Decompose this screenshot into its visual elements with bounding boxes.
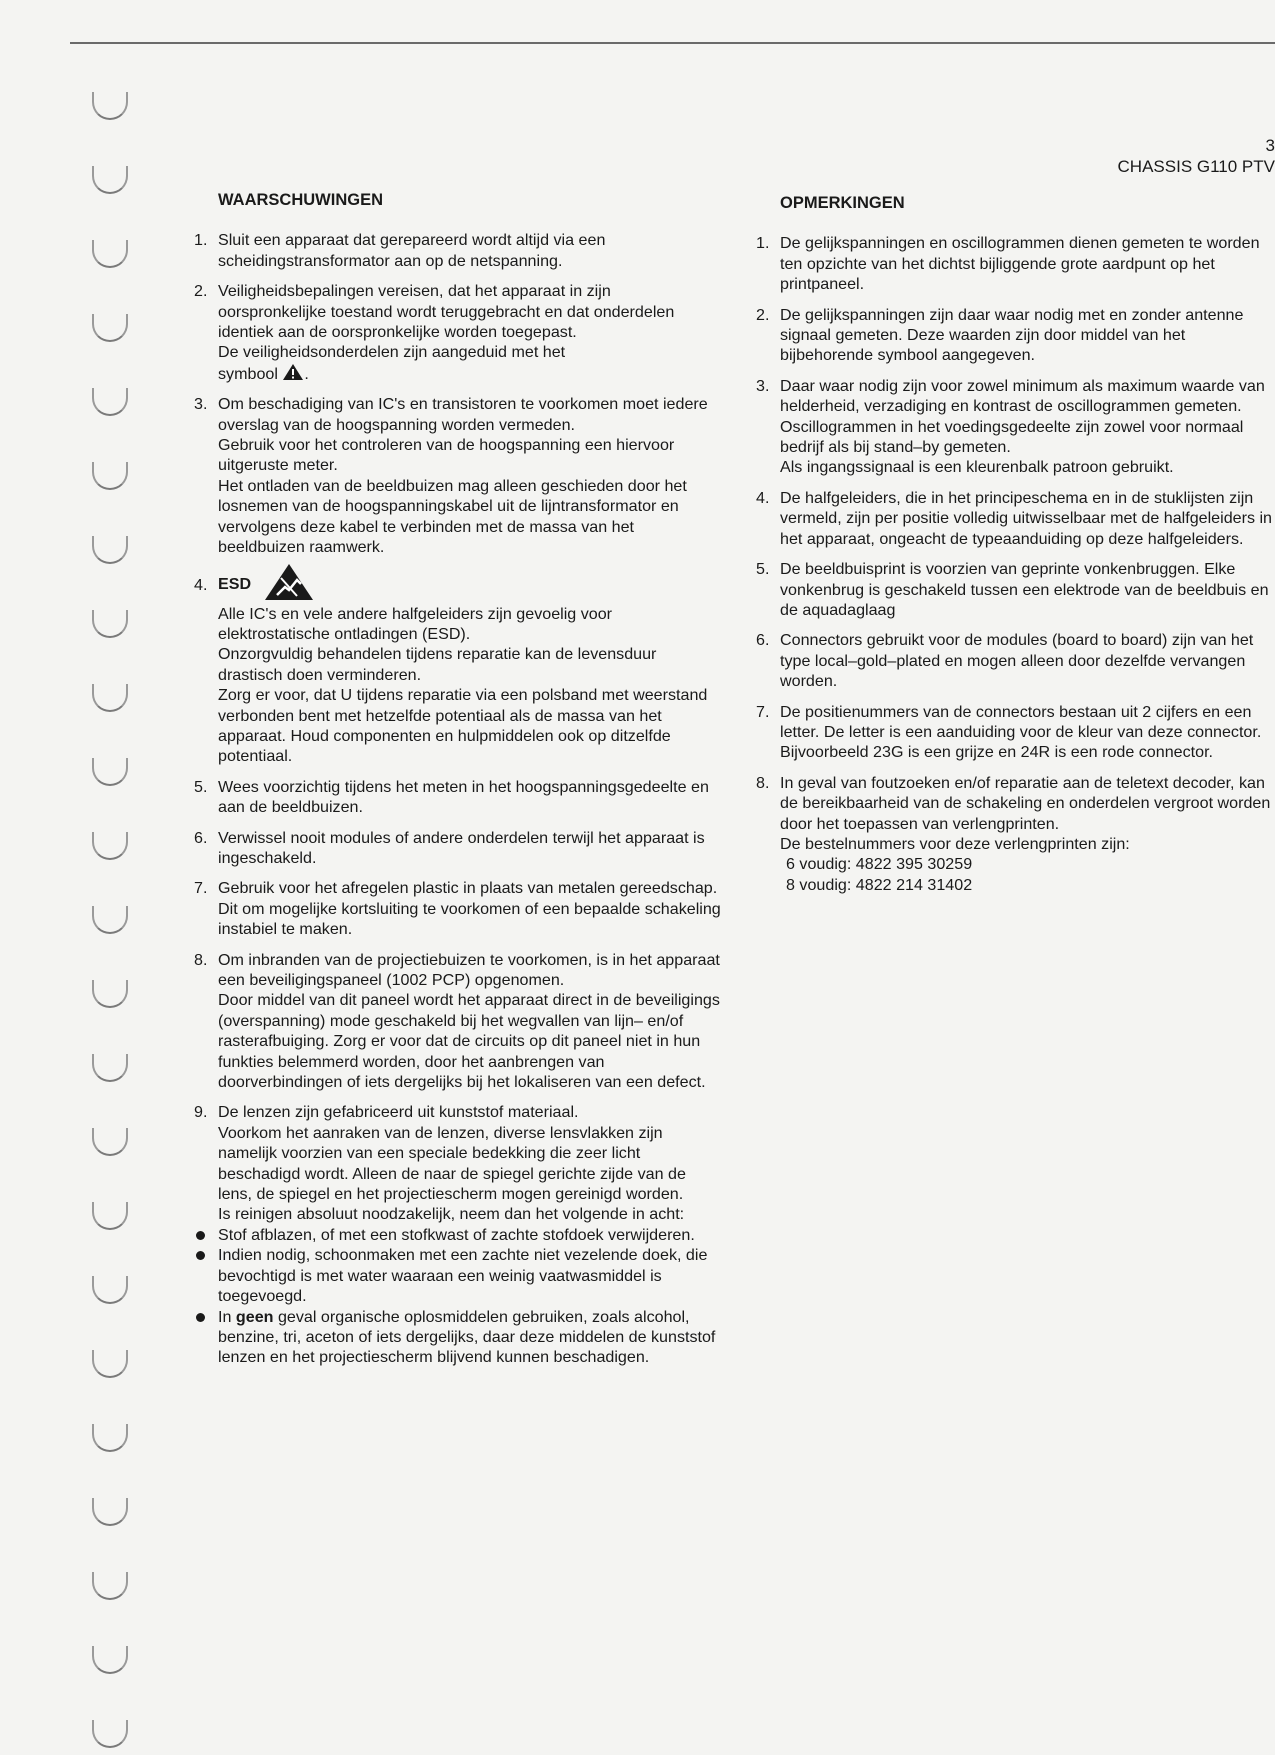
binder-hole [92, 462, 128, 490]
warning-triangle-icon [282, 363, 304, 381]
binder-hole [92, 980, 128, 1008]
warning-item [194, 394, 723, 557]
bullet-text [218, 1307, 723, 1368]
remark-item [756, 233, 1275, 294]
remarks-heading: OPMERKINGEN [780, 194, 905, 212]
item-text: Alle IC's en vele andere halfgeleiders zijn gevoelig voor elektrostatische ontladingen (ESD). [218, 604, 613, 643]
bullet-text: Indien nodig, schoonmaken met een zachte niet vezelende doek, die bevochtigd is met water waaraan een weinig vaatwasmiddel is toegevoegd. [218, 1246, 708, 1306]
chassis-label: CHASSIS G110 PTV [1117, 157, 1275, 176]
item-text: De bestelnummers voor deze verlengprinten zijn: [780, 834, 1130, 853]
warning-item [194, 281, 723, 384]
bullet-item [218, 1307, 723, 1368]
warnings-heading: WAARSCHUWINGEN [218, 191, 383, 209]
warning-item [194, 777, 723, 818]
item-text: Onzorgvuldig behandelen tijdens reparatie kan de levensduur drastisch doen verminderen. [218, 645, 657, 684]
binder-hole [92, 1128, 128, 1156]
item-text: De positienummers van de connectors bestaan uit 2 cijfers en een letter. De letter is een aanduiding voor de kleur van deze connector. Bijvoorbeeld 23G is een grijze en 24R is een rode connector. [780, 702, 1262, 762]
item-number: 4. [756, 488, 770, 507]
item-text: De veiligheidsonderdelen zijn aangeduid met het [218, 343, 566, 362]
bullet-dot [196, 1231, 205, 1240]
item-number: 8. [194, 950, 208, 969]
warnings-column [194, 190, 723, 1368]
item-text: Verwissel nooit modules of andere onderdelen terwijl het apparaat is ingeschakeld. [218, 828, 705, 867]
remark-item [756, 773, 1275, 895]
item-text: Gebruik voor het controleren van de hoogspanning een hiervoor uitgeruste meter. [218, 436, 675, 475]
item-number: 3. [756, 376, 770, 395]
item-number: 6. [194, 828, 208, 847]
item-text: Wees voorzichtig tijdens het meten in het hoogspanningsgedeelte en aan de beeldbuizen. [218, 777, 709, 817]
bullet-item [218, 1245, 723, 1306]
binder-hole [92, 388, 128, 416]
order-number: 8 voudig: 4822 214 31402 [786, 875, 973, 894]
page-number: 3 [1265, 136, 1275, 155]
binder-hole [92, 1720, 128, 1748]
item-text: De lenzen zijn gefabriceerd uit kunststof materiaal. [218, 1103, 579, 1122]
esd-label-line [218, 568, 723, 602]
item-number: 7. [194, 879, 208, 898]
item-text: Gebruik voor het afregelen plastic in plaats van metalen gereedschap. Dit om mogelijke kortsluiting te voorkomen of een bepaalde schakeling instabiel te maken. [218, 879, 721, 939]
item-text: Het ontladen van de beeldbuizen mag alleen geschieden door het losnemen van de hoogspanningskabel uit de lijntransformator en vervolgens deze kabel te verbinden met de massa van het beeldbuizen raamwerk. [218, 476, 687, 557]
binder-hole [92, 314, 128, 342]
punctuation: . [304, 364, 309, 383]
remark-item [756, 630, 1275, 691]
bullet-text-emphasis: geen [235, 1307, 274, 1326]
item-text: Zorg er voor, dat U tijdens reparatie via een polsband met weerstand verbonden bent met hetzelfde potentiaal als de massa van het apparaat. Houd componenten en hulpmiddelen ook op ditzelfde potentiaal. [218, 686, 708, 766]
binder-hole [92, 1054, 128, 1082]
warning-item [194, 828, 723, 869]
item-number: 4. [194, 575, 208, 594]
binder-hole [92, 832, 128, 860]
item-text: De halfgeleiders, die in het principeschema en in de stuklijsten zijn vermeld, zijn per positie volledig uitwisselbaar met de halfgeleiders in het apparaat, ongeacht de typeaanduiding op deze halfgeleiders. [780, 488, 1272, 548]
binder-hole [92, 610, 128, 638]
bullet-item [218, 1225, 723, 1245]
binder-hole [92, 758, 128, 786]
binder-hole [92, 1424, 128, 1452]
item-text: De gelijkspanningen zijn daar waar nodig met en zonder antenne signaal gemeten. Deze waarden zijn door middel van het bijbehorende symbool aangegeven. [780, 305, 1244, 365]
item-number: 1. [194, 231, 208, 250]
bullet-text-part: In [218, 1307, 232, 1326]
item-text: Door middel van dit paneel wordt het apparaat direct in de beveiligings (overspanning) mode geschakeld bij het wegvallen van lijn– en/of rasterafbuiging. Zorg er voor dat de circuits op dit paneel niet in hun funkties belemmerd worden, door het aanbrengen van doorverbindingen of iets dergelijks bij het lokaliseren van een defect. [218, 991, 720, 1092]
binder-hole [92, 536, 128, 564]
binder-hole [92, 1498, 128, 1526]
item-text: Veiligheidsbepalingen vereisen, dat het apparaat in zijn oorspronkelijke toestand wordt teruggebracht en dat onderdelen identiek aan de oorspronkelijke worden toegepast. [218, 282, 675, 342]
item-text: Om beschadiging van IC's en transistoren te voorkomen moet iedere overslag van de hoogspanning worden vermeden. [218, 395, 708, 434]
binder-hole [92, 240, 128, 268]
binder-hole [92, 1572, 128, 1600]
item-text: Voorkom het aanraken van de lenzen, diverse lensvlakken zijn namelijk voorzien van een speciale bedekking die zeer licht beschadigd wordt. Alleen de naar de spiegel gerichte zijde van de lens, de spiegel en het projectiescherm mogen gereinigd worden. [218, 1123, 686, 1204]
item-number: 5. [194, 777, 208, 796]
binder-hole [92, 1350, 128, 1378]
esd-warning-icon [263, 562, 315, 602]
item-text: Is reinigen absoluut noodzakelijk, neem dan het volgende in acht: [218, 1205, 685, 1224]
item-number: 3. [194, 395, 208, 414]
item-text: Als ingangssignaal is een kleurenbalk patroon gebruikt. [780, 458, 1174, 477]
warning-item [194, 950, 723, 1093]
bullet-text: Stof afblazen, of met een stofkwast of zachte stofdoek verwijderen. [218, 1225, 695, 1244]
symbol-word: symbool [218, 364, 278, 383]
remarks-column [756, 193, 1275, 905]
bullet-text-part: geval organische oplosmiddelen gebruiken, zoals alcohol, benzine, tri, aceton of iets dergelijks, daar deze middelen de kunststof lenzen en het projectiescherm blijvend kunnen beschadigen. [218, 1307, 716, 1367]
order-number: 6 voudig: 4822 395 30259 [786, 855, 973, 874]
item-number: 1. [756, 234, 770, 253]
item-number: 2. [194, 282, 208, 301]
binder-hole [92, 906, 128, 934]
esd-label: ESD [218, 575, 252, 594]
page-header [1118, 135, 1275, 177]
binder-hole [92, 1202, 128, 1230]
bullet-dot [196, 1251, 205, 1260]
item-text-symbol-line [218, 363, 723, 384]
remark-item [756, 488, 1275, 549]
bullet-dot [196, 1313, 205, 1322]
binder-hole [92, 1646, 128, 1674]
warning-item [194, 878, 723, 939]
item-number: 5. [756, 560, 770, 579]
item-text: Daar waar nodig zijn voor zowel minimum als maximum waarde van helderheid, verzadiging en kontrast de oscillogrammen gemeten. Oscillogrammen in het voedingsgedeelte zijn zowel voor normaal bedrijf als bij stand–by gemeten. [780, 376, 1265, 457]
item-text: In geval van foutzoeken en/of reparatie aan de teletext decoder, kan de bereikbaarheid van de schakeling en onderdelen vergroot worden door het toepassen van verlengprinten. [780, 773, 1271, 833]
item-number: 9. [194, 1103, 208, 1122]
remark-item [756, 559, 1275, 620]
item-number: 7. [756, 702, 770, 721]
remark-item [756, 702, 1275, 763]
item-text: De beeldbuisprint is voorzien van geprinte vonkenbruggen. Elke vonkenbrug is geschakeld tussen een elektrode van de beeldbuis en de aquadaglaag [780, 560, 1269, 619]
item-number: 6. [756, 631, 770, 650]
item-text: Om inbranden van de projectiebuizen te voorkomen, is in het apparaat een beveiligingspaneel (1002 PCP) opgenomen. [218, 950, 720, 989]
item-text: Sluit een apparaat dat gerepareerd wordt altijd via een scheidingstransformator aan op de netspanning. [218, 231, 606, 270]
warning-item [194, 568, 723, 767]
remark-item [756, 376, 1275, 478]
binder-hole [92, 92, 128, 120]
binder-hole [92, 1276, 128, 1304]
remark-item [756, 305, 1275, 366]
page-edge [70, 42, 1275, 44]
item-number: 2. [756, 305, 770, 324]
item-number: 8. [756, 773, 770, 792]
item-text: Connectors gebruikt voor de modules (board to board) zijn van het type local–gold–plated en mogen alleen door dezelfde vervangen worden. [780, 631, 1254, 691]
warning-item [194, 1102, 723, 1224]
warning-item [194, 230, 723, 271]
binder-hole [92, 166, 128, 194]
item-text: De gelijkspanningen en oscillogrammen dienen gemeten te worden ten opzichte van het dichtst bijliggende grote aardpunt op het printpaneel. [780, 234, 1260, 294]
binder-hole [92, 684, 128, 712]
